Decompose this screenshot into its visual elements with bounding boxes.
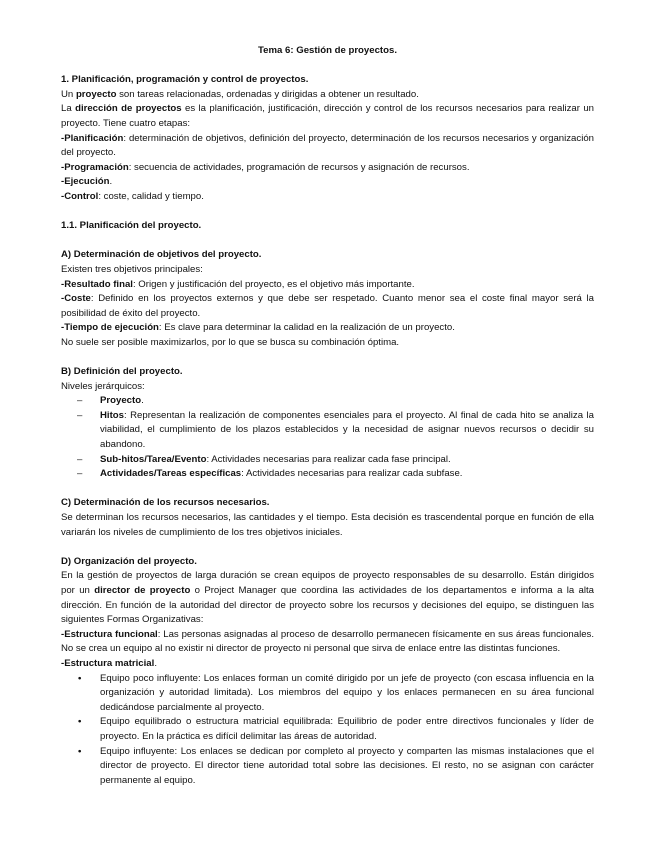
section-c-heading: C) Determinación de los recursos necesarios. <box>61 497 270 509</box>
stage-item: -Programación: secuencia de actividades, programación de recursos y asignación de recursos. <box>61 161 470 173</box>
section-c-body: Se determinan los recursos necesarios, las cantidades y el tiempo. Esta decisión es trascendental porque en función de ella variarán los niveles de cumplimiento de los tres objetivos iniciales. <box>61 512 594 538</box>
stage-item: -Planificación: determinación de objetivos, definición del proyecto, determinación de los recursos necesarios y organización del proyecto. <box>61 132 594 159</box>
matrix-structure: -Estructura matricial. <box>61 657 157 669</box>
list-item: • Equipo influyente: Los enlaces se dedican por completo al proyecto y comparten las mismas instalaciones que el director de proyecto. El director tiene autoridad total sobre las decisiones. El resto, no se asignan con carácter permanente al equipo. <box>100 745 594 789</box>
section-1-paragraph-2: La dirección de proyectos es la planificación, justificación, dirección y control de los recursos necesarios para realizar un proyecto. Tiene cuatro etapas: <box>61 103 594 129</box>
section-a-heading: A) Determinación de objetivos del proyecto. <box>61 249 262 261</box>
stage-item: -Ejecución. <box>61 176 113 188</box>
objective-item: -Tiempo de ejecución: Es clave para determinar la calidad en la realización de un proyecto. <box>61 322 455 334</box>
section-1-paragraph-1: Un proyecto son tareas relacionadas, ordenadas y dirigidas a obtener un resultado. <box>61 88 419 100</box>
section-d-paragraph: En la gestión de proyectos de larga duración se crean equipos de proyecto responsables de su desarrollo. Están dirigidos por un director de proyecto o Project Manager que coordina las actividades de los departamentos e informa a la alta dirección. En función de la autoridad del director de proyecto sobre los recursos y decisiones del equipo, se distinguen las siguientes Formas Organizativas: <box>61 570 595 626</box>
objective-item: -Coste: Definido en los proyectos externos y que debe ser respetado. Cuanto menor sea el coste final mayor será la posibilidad de éxito del proyecto. <box>61 293 594 319</box>
section-b-intro: Niveles jerárquicos: <box>61 380 145 392</box>
document-title: Tema 6: Gestión de proyectos. <box>258 45 397 56</box>
list-item: – Hitos: Representan la realización de componentes esenciales para el proyecto. Al final de cada hito se analiza la viabilidad, el cumplimiento de los plazos establecidos y la necesidad de asignar nuevos recursos o decidir su abandono. <box>100 409 594 453</box>
list-item: – Proyecto. <box>100 394 594 409</box>
objective-item: -Resultado final: Origen y justificación del proyecto, es el objetivo más importante. <box>61 278 415 290</box>
section-1-heading: 1. Planificación, programación y control de proyectos. <box>61 74 309 86</box>
list-item: – Sub-hitos/Tarea/Evento: Actividades necesarias para realizar cada fase principal. <box>100 453 594 468</box>
functional-structure: -Estructura funcional: Las personas asignadas al proceso de desarrollo permanecen físicamente en sus áreas funcionales. No se crea un equipo al no existir ni director de proyecto ni personal que sirva de enlace entre las distintas funciones. <box>61 628 595 655</box>
list-item: – Actividades/Tareas específicas: Actividades necesarias para realizar cada subfase. <box>100 467 594 482</box>
section-a-closing: No suele ser posible maximizarlos, por lo que se busca su combinación óptima. <box>61 336 400 348</box>
section-1-1-heading: 1.1. Planificación del proyecto. <box>61 220 202 232</box>
hierarchy-list <box>61 394 594 482</box>
section-b-heading: B) Definición del proyecto. <box>61 366 183 378</box>
matrix-bullet-list <box>61 672 594 789</box>
stage-item: -Control: coste, calidad y tiempo. <box>61 190 204 202</box>
list-item: • Equipo poco influyente: Los enlaces forman un comité dirigido por un jefe de proyecto (con escasa influencia en la organización y autoridad limitada). Los miembros del equipo y los enlaces permanecen en su área funcional dedicándose parcialmente al proyecto. <box>100 672 594 716</box>
section-a-intro: Existen tres objetivos principales: <box>61 263 203 275</box>
document-page <box>61 44 594 788</box>
list-item: • Equipo equilibrado o estructura matricial equilibrada: Equilibrio de poder entre directivos funcionales y líder de proyecto. En la práctica es difícil delimitar las áreas de autoridad. <box>100 715 594 744</box>
section-d-heading: D) Organización del proyecto. <box>61 555 197 567</box>
